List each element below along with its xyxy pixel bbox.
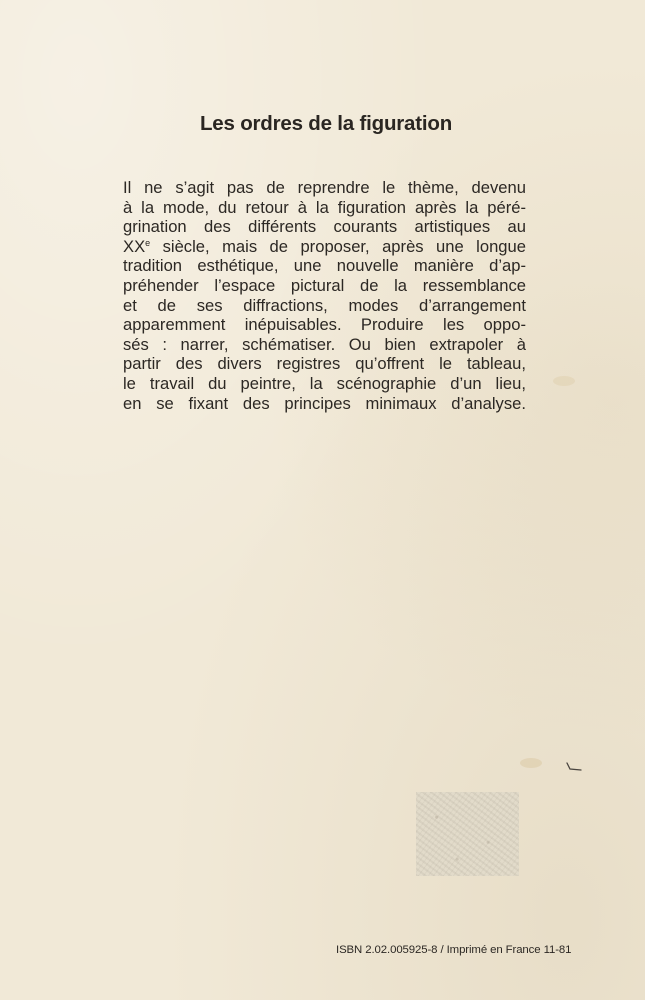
pencil-mark [566, 762, 582, 772]
blurb-line: tradition esthétique, une nouvelle manière d’ap- [123, 256, 526, 276]
blurb-line: préhender l’espace pictural de la ressemblance [123, 275, 526, 295]
blurb-line: et de ses diffractions, modes d’arrangement [123, 295, 526, 315]
century-numeral: XX [123, 236, 146, 256]
blurb-line: le travail du peintre, la scénographie d’un lieu, [123, 373, 526, 393]
paper-stain [520, 758, 542, 768]
blurb-line: Il ne s’agit pas de reprendre le thème, devenu [123, 178, 526, 197]
century-superscript: e [145, 237, 151, 248]
blurb-line: partir des divers registres qu’offrent le tableau, [123, 354, 526, 374]
page-title: Les ordres de la figuration [199, 112, 453, 135]
blurb-line-century [123, 237, 526, 257]
century-line-rest: siècle, mais de proposer, après une longue [150, 236, 526, 256]
blurb-line: en se fixant des principes minimaux d’analyse. [123, 393, 526, 413]
blurb-line: grination des différents courants artistiques au [123, 217, 526, 237]
blurb-line: apparemment inépuisables. Produire les oppo- [123, 315, 526, 335]
isbn-imprint: ISBN 2.02.005925-8 / Imprimé en France 11-81 [336, 944, 572, 956]
removed-sticker-residue [416, 792, 519, 876]
blurb-line: à la mode, du retour à la figuration après la péré- [123, 197, 526, 217]
blurb-line: sés : narrer, schématiser. Ou bien extrapoler à [123, 334, 526, 354]
blurb-paragraph [123, 178, 526, 413]
paper-stain [553, 376, 575, 386]
